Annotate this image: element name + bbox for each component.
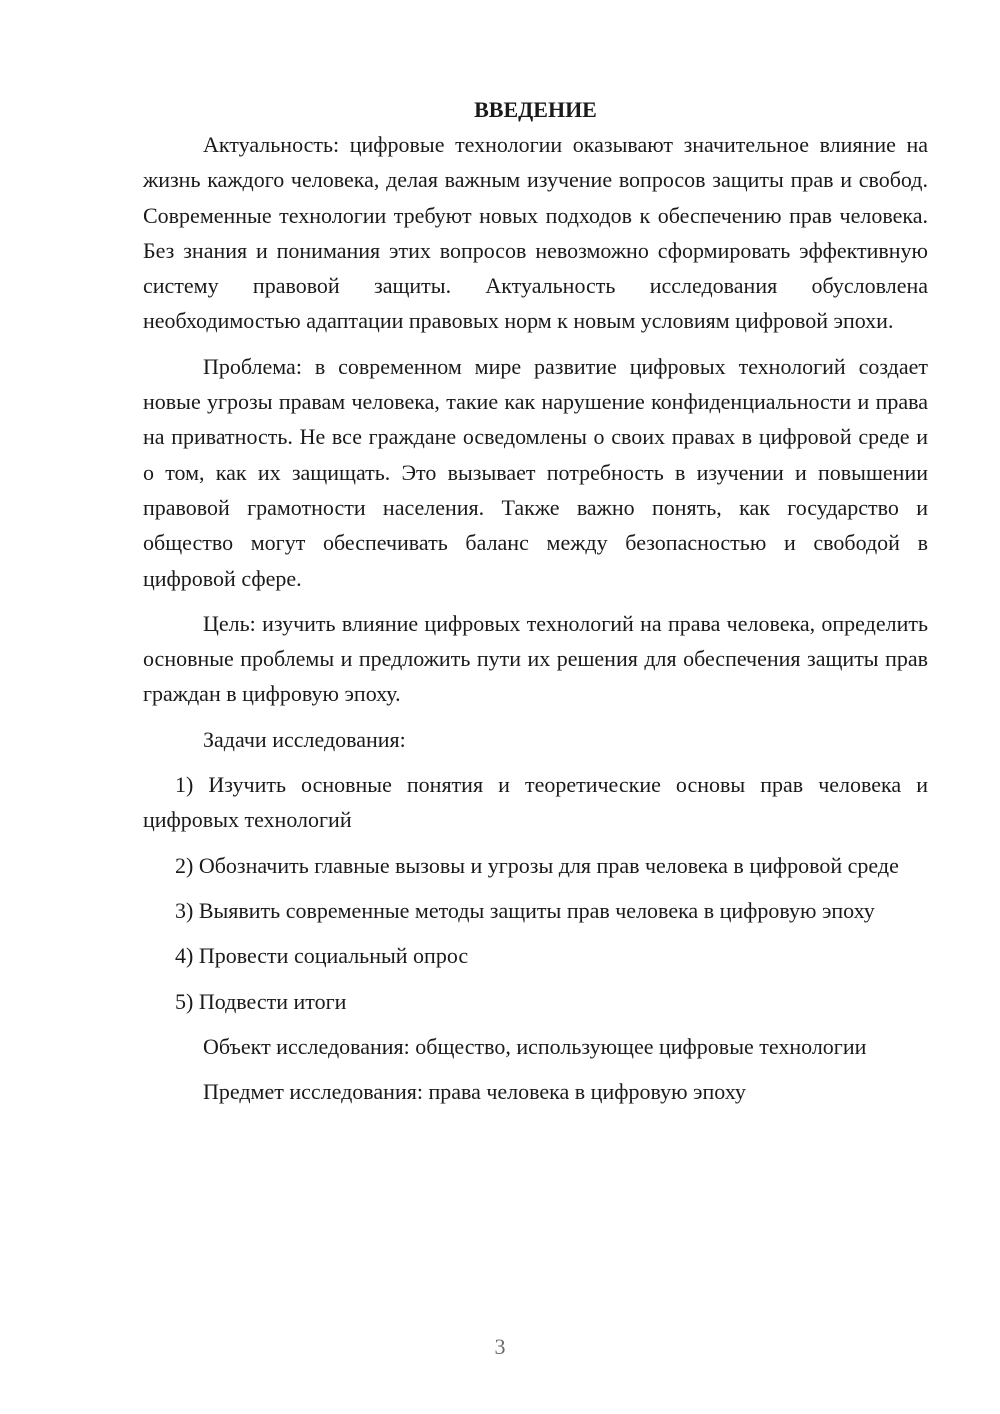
page-number: 3 [494, 1334, 506, 1359]
task-item-4: 4) Провести социальный опрос [175, 943, 469, 969]
paragraph-problem: Проблема: в современном мире развитие цифровых технологий создает новые угрозы правам человека, такие как нарушение конфиденциальности и права на приватность. Не все граждане осведомлены о своих правах в цифровой среде и о том, как их защищать. Это вызывает потребность в изучении и повышении правовой грамотности населения. Также важно понять, как государство и общество могут обеспечивать баланс между безопасностью и свободой в цифровой сфере. [143, 353, 928, 591]
paragraph-subject: Предмет исследования: права человека в цифровую эпоху [203, 1079, 746, 1105]
document-page [143, 92, 928, 1119]
task-item-2: 2) Обозначить главные вызовы и угрозы для прав человека в цифровой среде [175, 852, 899, 878]
task-item-5: 5) Подвести итоги [175, 988, 347, 1014]
task-item-3: 3) Выявить современные методы защиты прав человека в цифровую эпоху [175, 897, 875, 923]
paragraph-relevance: Актуальность: цифровые технологии оказывают значительное влияние на жизнь каждого человека, делая важным изучение вопросов защиты прав и свобод. Современные технологии требуют новых подходов к обеспечению прав человека. Без знания и понимания этих вопросов невозможно сформировать эффективную систему правовой защиты. Актуальность исследования обусловлена необходимостью адаптации правовых норм к новым условиям цифровой эпохи. [143, 132, 928, 334]
paragraph-tasks-title: Задачи исследования: [203, 726, 406, 752]
page-title: ВВЕДЕНИЕ [474, 97, 597, 122]
task-item-1: 1) Изучить основные понятия и теоретические основы прав человека и цифровых технологий [143, 772, 928, 833]
paragraph-object: Объект исследования: общество, использующее цифровые технологии [203, 1033, 867, 1059]
paragraph-goal: Цель: изучить влияние цифровых технологий на права человека, определить основные проблемы и предложить пути их решения для обеспечения защиты прав граждан в цифровую эпоху. [143, 610, 928, 707]
